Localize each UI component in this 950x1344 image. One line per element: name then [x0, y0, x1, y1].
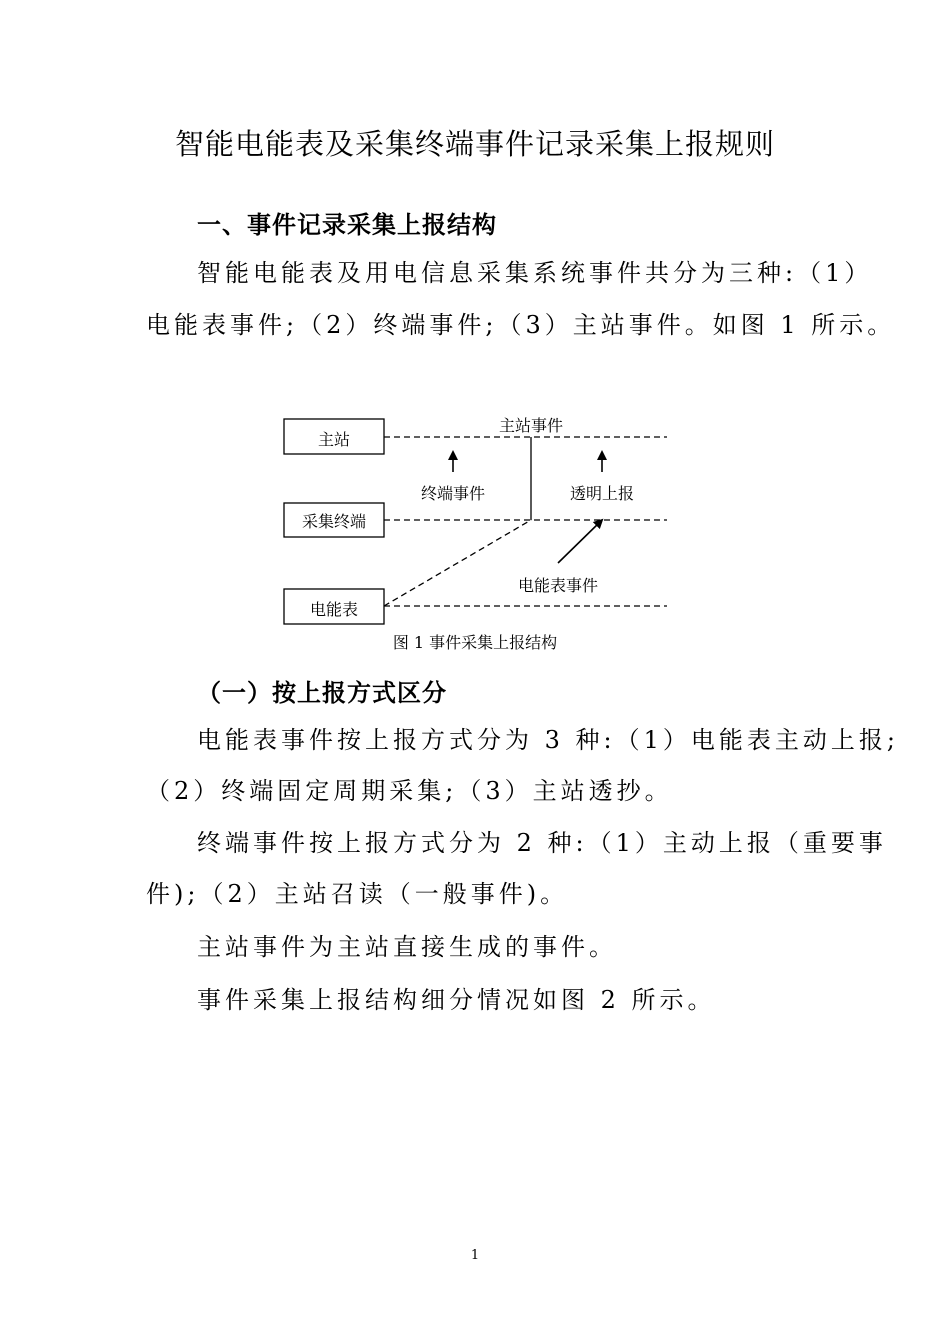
paragraph-line: 电能表事件;（2）终端事件;（3）主站事件。如图 1 所示。	[146, 311, 896, 339]
arrow-meter-event	[558, 520, 602, 563]
paragraph-line: （2）终端固定周期采集;（3）主站透抄。	[146, 777, 673, 805]
paragraph-line: 智能电能表及用电信息采集系统事件共分为三种:（1）	[197, 259, 873, 287]
paragraph-line: 电能表事件按上报方式分为 3 种:（1）电能表主动上报;	[197, 726, 899, 754]
subsection-heading: （一）按上报方式区分	[197, 679, 447, 707]
paragraph-line: 主站事件为主站直接生成的事件。	[197, 933, 617, 961]
figure-caption: 图 1 事件采集上报结构	[392, 633, 558, 652]
document-title: 智能电能表及采集终端事件记录采集上报规则	[174, 127, 775, 161]
paragraph-line: 事件采集上报结构细分情况如图 2 所示。	[197, 986, 716, 1014]
page-number: 1	[470, 1248, 480, 1263]
paragraph-line: 件);（2）主站召读（一般事件)。	[146, 880, 569, 908]
label-transparent-report: 透明上报	[569, 484, 635, 503]
paragraph-line: 终端事件按上报方式分为 2 种:（1）主动上报（重要事	[197, 829, 887, 857]
label-meter-event: 电能表事件	[517, 576, 599, 595]
box-meter-label: 电能表	[309, 600, 359, 619]
diagonal-dashed-line	[384, 520, 531, 606]
label-terminal-event: 终端事件	[420, 484, 486, 503]
label-master-event: 主站事件	[498, 416, 564, 435]
box-terminal-label: 采集终端	[301, 512, 367, 531]
section-heading: 一、事件记录采集上报结构	[197, 211, 497, 239]
box-master-label: 主站	[317, 430, 351, 449]
